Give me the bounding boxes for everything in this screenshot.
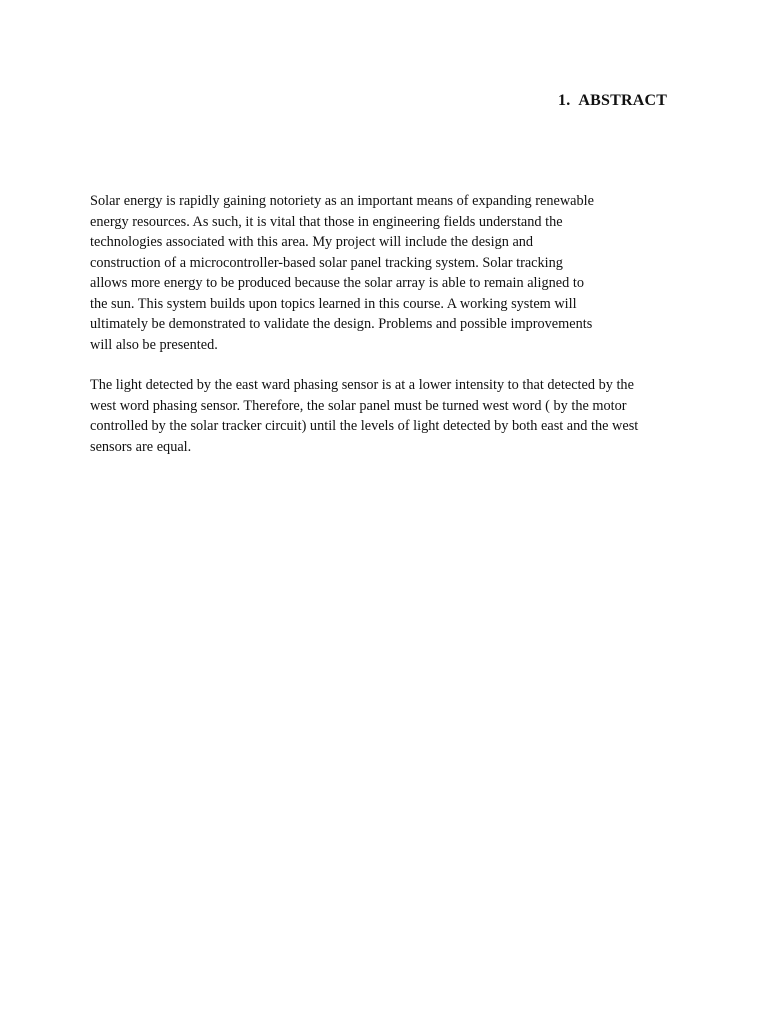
section-heading — [558, 92, 667, 110]
text-line: controlled by the solar tracker circuit) until the levels of light detected by both east and the west — [90, 418, 639, 434]
abstract-paragraph-1 — [90, 191, 594, 355]
text-line: The light detected by the east ward phasing sensor is at a lower intensity to that detected by the — [90, 377, 634, 393]
text-line: ultimately be demonstrated to validate the design. Problems and possible improvements — [90, 316, 593, 332]
text-line: will also be presented. — [90, 336, 218, 353]
text-line: west word phasing sensor. Therefore, the solar panel must be turned west word ( by the motor — [90, 397, 627, 414]
section-number: 1. — [558, 92, 571, 109]
text-line: allows more energy to be produced because the solar array is able to remain aligned to — [90, 275, 584, 291]
text-line: technologies associated with this area. My project will include the design and — [90, 234, 534, 250]
text-line: construction of a microcontroller-based solar panel tracking system. Solar tracking — [90, 254, 563, 271]
abstract-paragraph-2 — [90, 375, 638, 457]
section-title: ABSTRACT — [578, 92, 668, 109]
text-line: sensors are equal. — [90, 438, 192, 455]
text-line: energy resources. As such, it is vital that those in engineering fields understand the — [90, 213, 563, 230]
text-line: the sun. This system builds upon topics learned in this course. A working system will — [90, 295, 577, 312]
text-line: Solar energy is rapidly gaining notoriety as an important means of expanding renewable — [90, 193, 594, 209]
